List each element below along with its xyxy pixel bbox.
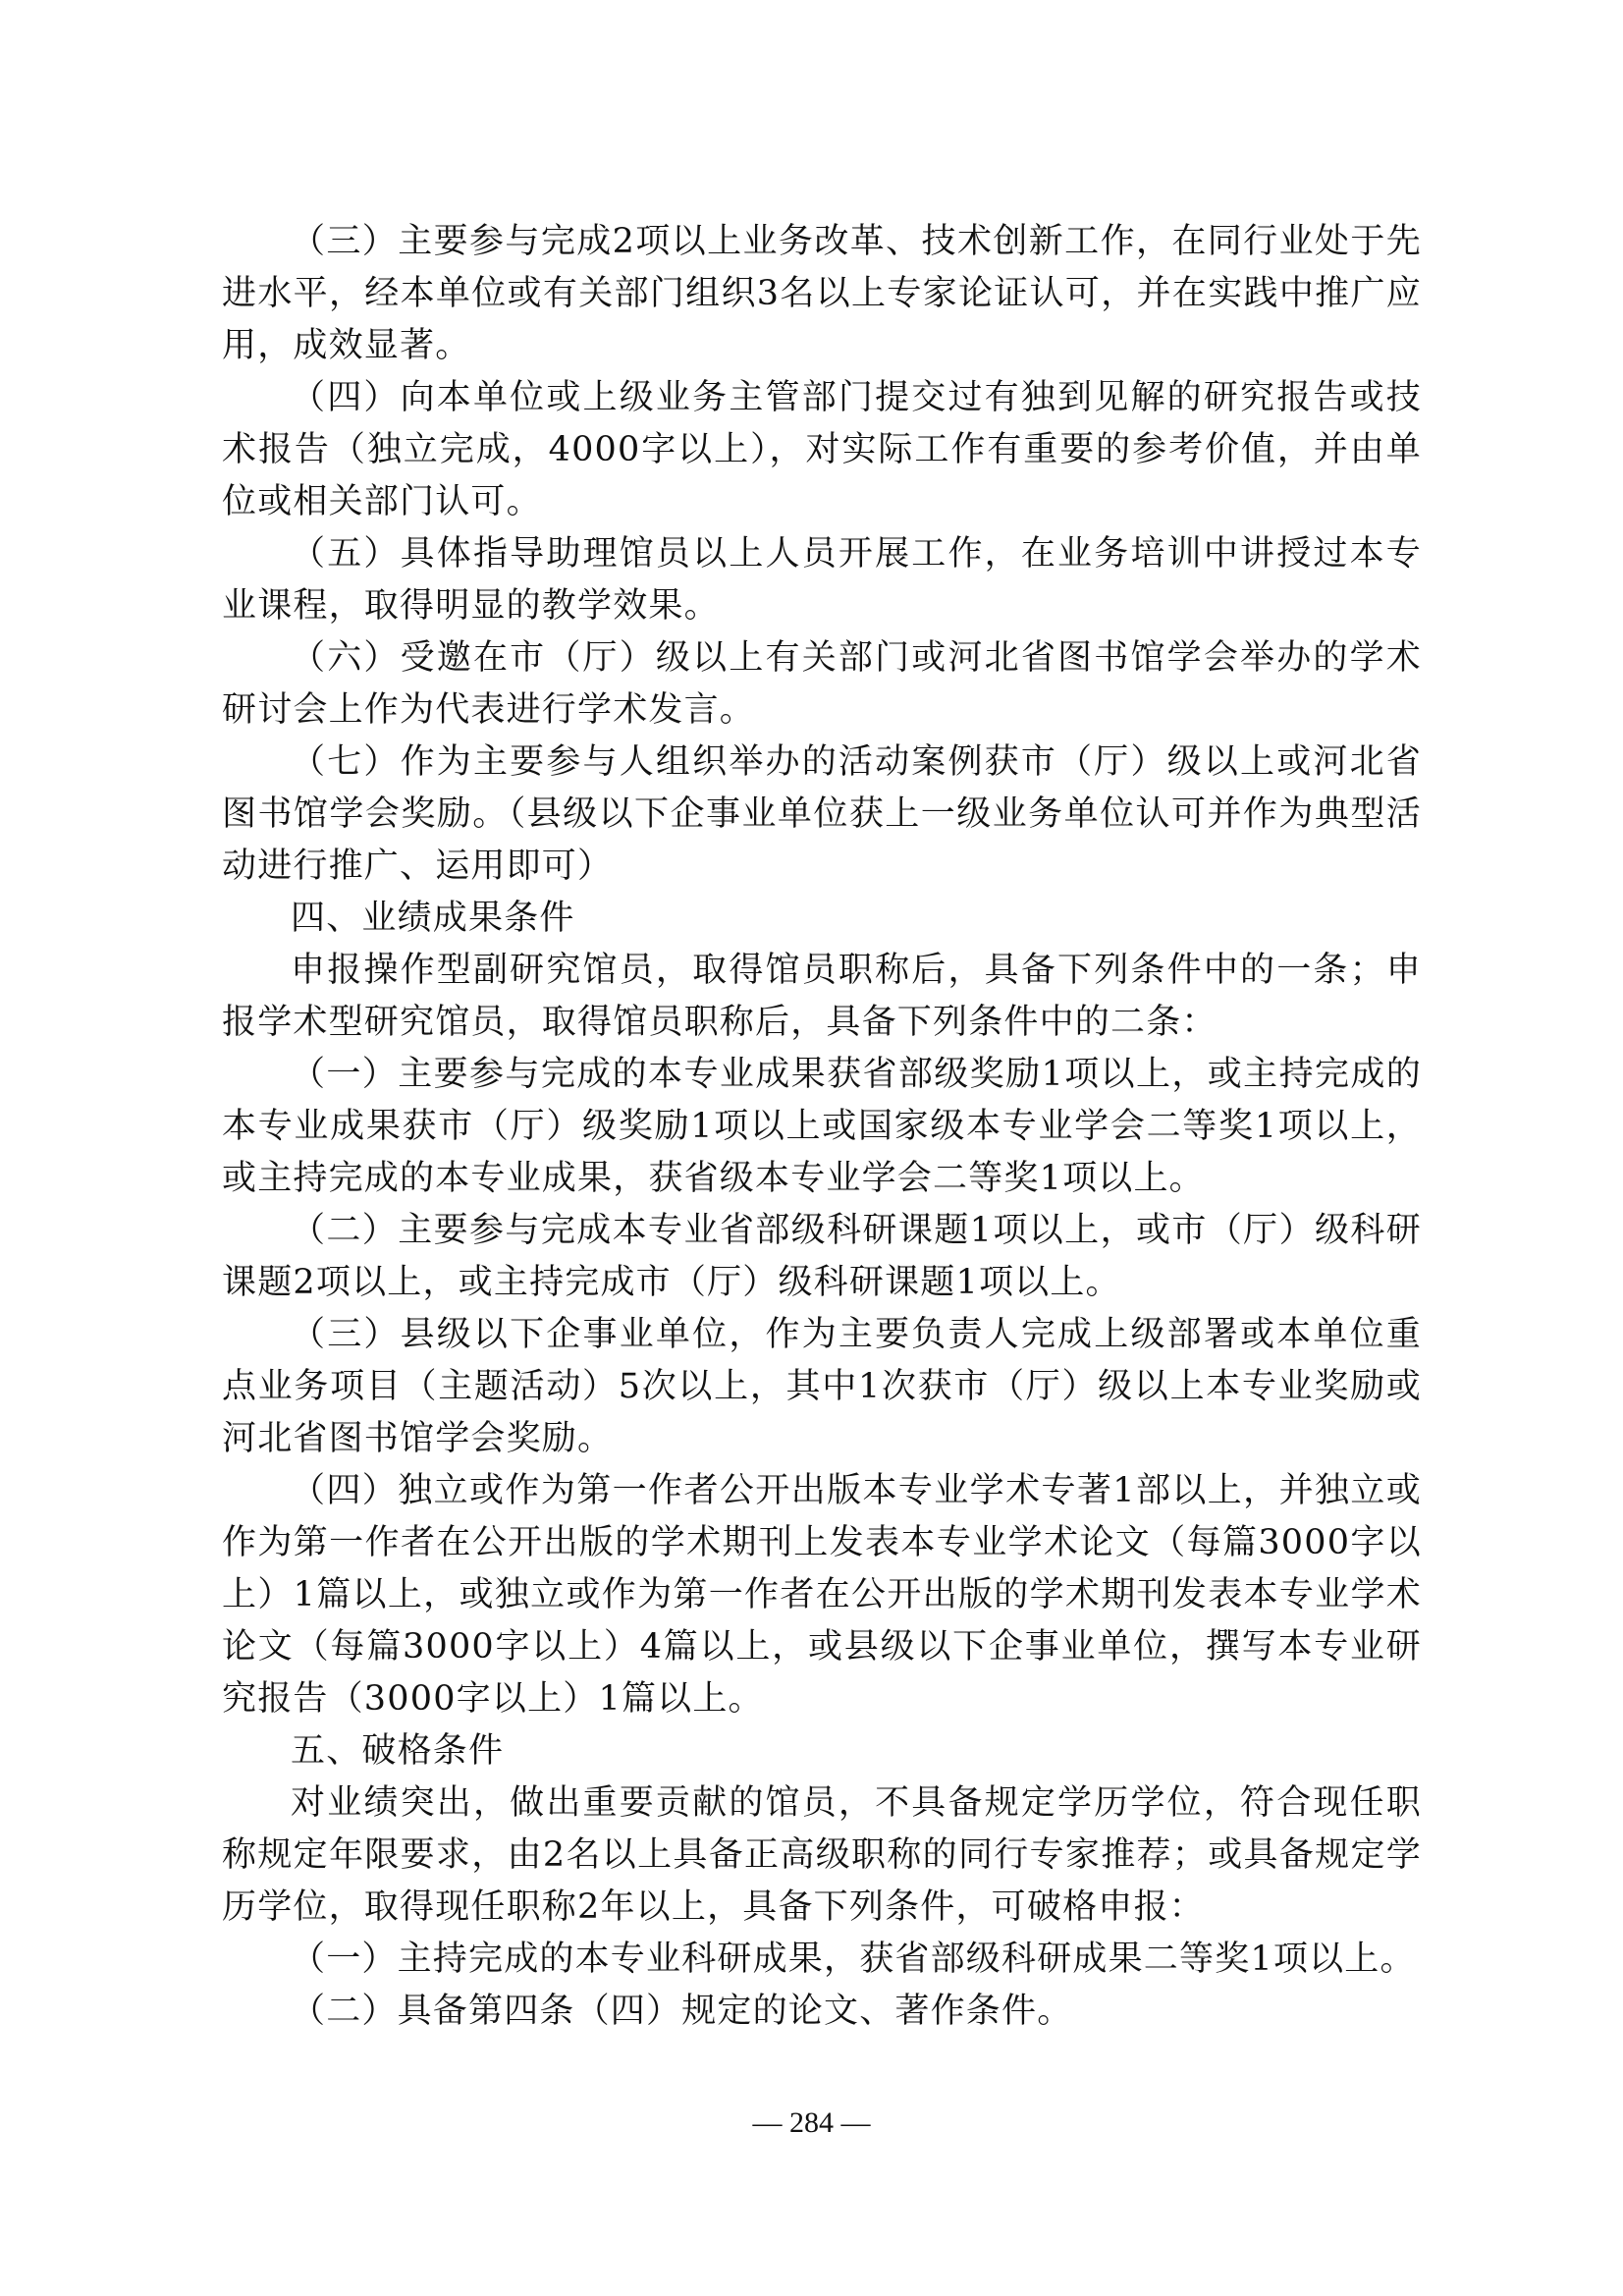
document-body (222, 216, 1422, 2038)
paragraph-achievement-2: （二）主要参与完成本专业省部级科研课题1项以上，或市（厅）级科研课题2项以上，或主持完成市（厅）级科研课题1项以上。 (222, 1211, 1422, 1302)
paragraph-exception-1: （一）主持完成的本专业科研成果，获省部级科研成果二等奖1项以上。 (291, 1940, 1416, 1979)
paragraph-exception-intro: 对业绩突出，做出重要贡献的馆员，不具备规定学历学位，符合现任职称规定年限要求，由2名以上具备正高级职称的同行专家推荐；或具备规定学历学位，取得现任职称2年以上，具备下列条件，可破格申报： (222, 1783, 1422, 1927)
paragraph-item-5-guidance: （五）具体指导助理馆员以上人员开展工作，在业务培训中讲授过本专业课程，取得明显的教学效果。 (222, 534, 1422, 626)
paragraph-achievement-3: （三）县级以下企事业单位，作为主要负责人完成上级部署或本单位重点业务项目（主题活动）5次以上，其中1次获市（厅）级以上本专业奖励或河北省图书馆学会奖励。 (222, 1315, 1422, 1458)
section-heading-exception: 五、破格条件 (291, 1731, 505, 1771)
paragraph-item-6-speech: （六）受邀在市（厅）级以上有关部门或河北省图书馆学会举办的学术研讨会上作为代表进行学术发言。 (222, 638, 1422, 730)
paragraph-item-3-reform: （三）主要参与完成2项以上业务改革、技术创新工作，在同行业处于先进水平，经本单位或有关部门组织3名以上专家论证认可，并在实践中推广应用，成效显著。 (222, 222, 1422, 365)
paragraph-achievement-4: （四）独立或作为第一作者公开出版本专业学术专著1部以上，并独立或作为第一作者在公开出版的学术期刊上发表本专业学术论文（每篇3000字以上）1篇以上，或独立或作为第一作者在公开出版的学术期刊发表本专业学术论文（每篇3000字以上）4篇以上，或县级以下企事业单位，撰写本专业研究报告（3000字以上）1篇以上。 (222, 1471, 1422, 1719)
paragraph-achievements-intro: 申报操作型副研究馆员，取得馆员职称后，具备下列条件中的一条；申报学术型研究馆员，取得馆员职称后，具备下列条件中的二条： (222, 951, 1422, 1042)
paragraph-exception-2: （二）具备第四条（四）规定的论文、著作条件。 (291, 1992, 1073, 2031)
section-heading-achievements: 四、业绩成果条件 (291, 899, 575, 938)
paragraph-item-4-report: （四）向本单位或上级业务主管部门提交过有独到见解的研究报告或技术报告（独立完成，4000字以上），对实际工作有重要的参考价值，并由单位或相关部门认可。 (222, 378, 1422, 521)
paragraph-achievement-1: （一）主要参与完成的本专业成果获省部级奖励1项以上，或主持完成的本专业成果获市（厅）级奖励1项以上或国家级本专业学会二等奖1项以上，或主持完成的本专业成果，获省级本专业学会二等奖1项以上。 (222, 1055, 1422, 1198)
paragraph-item-7-activity: （七）作为主要参与人组织举办的活动案例获市（厅）级以上或河北省图书馆学会奖励。（县级以下企事业单位获上一级业务单位认可并作为典型活动进行推广、运用即可） (222, 742, 1422, 886)
page-number: — 284 — (752, 2106, 871, 2139)
